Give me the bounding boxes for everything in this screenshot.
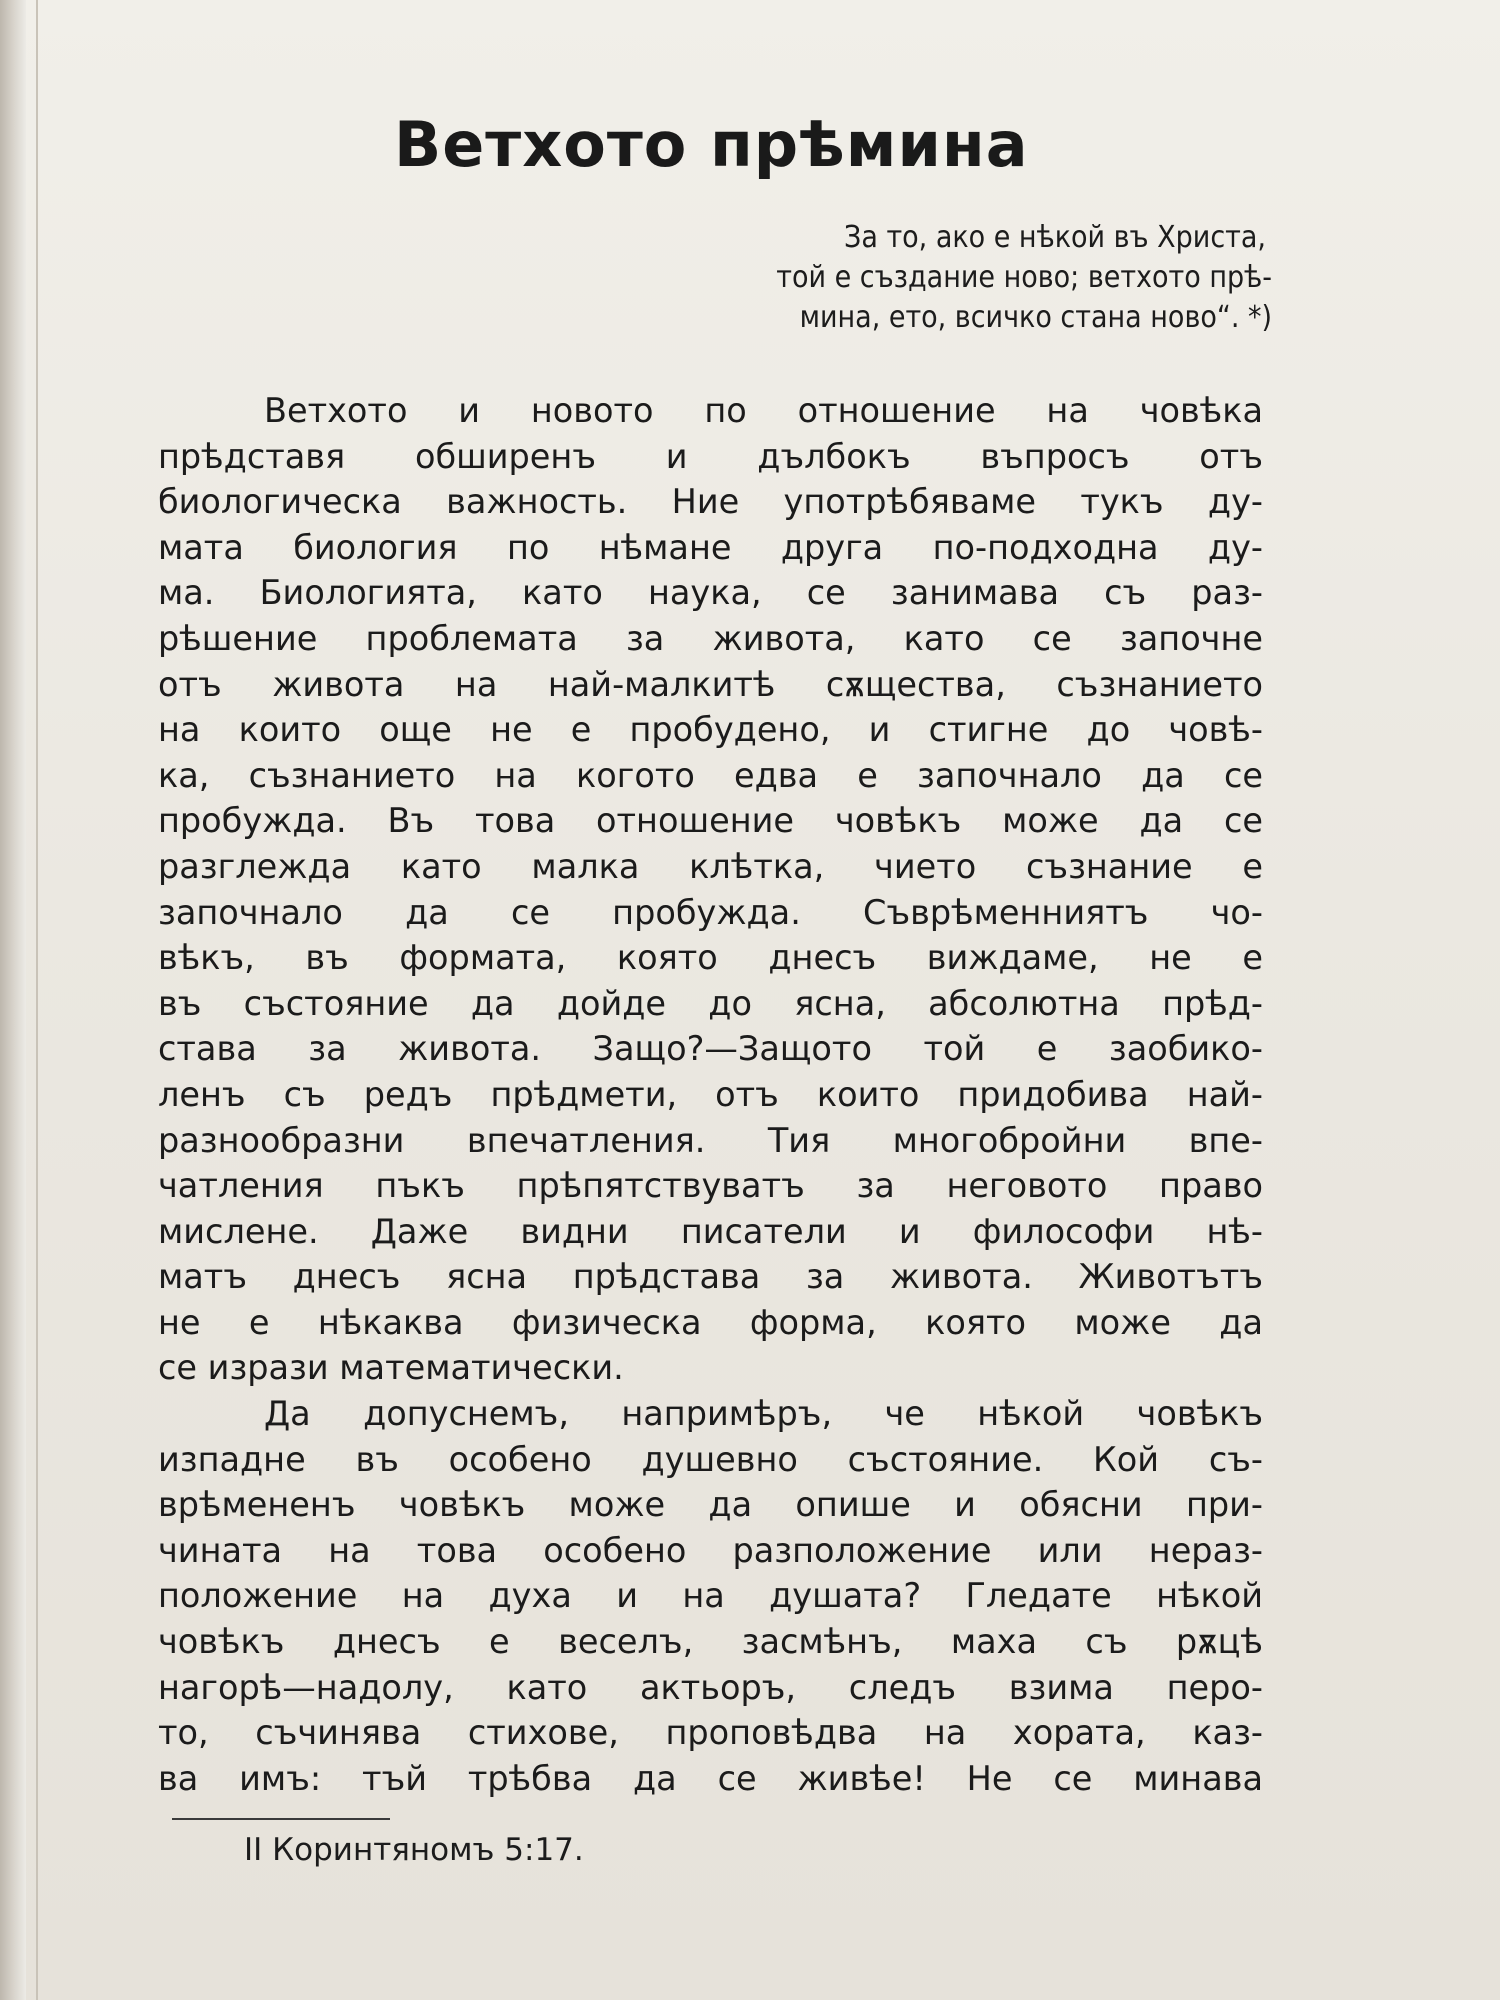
chapter-title: Ветхото прѣмина: [394, 108, 1029, 181]
epigraph-line: той е създание ново; ветхото прѣ-: [776, 260, 1272, 295]
body-line: то, съчинява стихове, проповѣдва на хората, каз-: [158, 1713, 1263, 1753]
body-line: разглежда като малка клѣтка, чието съзнание е: [158, 846, 1263, 886]
body-line: човѣкъ днесъ е веселъ, засмѣнъ, маха съ рѫцѣ: [158, 1622, 1263, 1662]
body-line: пробужда. Въ това отношение човѣкъ може да се: [158, 801, 1263, 841]
epigraph-line: За то, ако е нѣкой въ Христа,: [844, 220, 1266, 255]
body-line: на които още не е пробудено, и стигне до човѣ-: [158, 710, 1263, 750]
body-line: ленъ съ редъ прѣдмети, отъ които придобива най-: [158, 1074, 1263, 1114]
body-line: матъ днесъ ясна прѣдстава за живота. Животътъ: [158, 1257, 1263, 1297]
body-line: започнало да се пробужда. Съврѣменниятъ чо-: [158, 892, 1263, 932]
body-text: [158, 388, 1263, 1801]
body-line: врѣмененъ човѣкъ може да опише и обясни при-: [158, 1485, 1263, 1525]
body-line: изпадне въ особено душевно състояние. Кой съ-: [158, 1439, 1263, 1479]
body-line: мислене. Даже видни писатели и философи нѣ-: [158, 1211, 1263, 1251]
book-spine-shadow: [0, 0, 26, 2000]
page-edge: [36, 0, 38, 2000]
body-line: разнообразни впечатления. Тия многобройни впе-: [158, 1120, 1263, 1160]
body-line: Да допуснемъ, напримѣръ, че нѣкой човѣкъ: [264, 1394, 1263, 1434]
body-line: се изрази математически.: [158, 1348, 624, 1388]
body-line: чатления пъкъ прѣпятствуватъ за неговото право: [158, 1166, 1263, 1206]
body-line: ва имъ: тъй трѣбва да се живѣе! Не се минава: [158, 1758, 1263, 1798]
body-line: отъ живота на най-малкитѣ сѫщества, съзнанието: [158, 664, 1263, 704]
body-line: Ветхото и новото по отношение на човѣка: [264, 391, 1263, 430]
body-line: рѣшение проблемата за живота, като се започне: [158, 618, 1263, 658]
body-line: положение на духа и на душата? Гледате нѣкой: [158, 1576, 1263, 1616]
body-line: нагорѣ—надолу, като актьоръ, следъ взима перо-: [158, 1667, 1263, 1707]
body-line: биологическа важность. Ние употрѣбяваме тукъ ду-: [158, 482, 1263, 522]
body-line: ма. Биологията, като наука, се занимава съ раз-: [158, 573, 1263, 613]
epigraph-line: мина, ето, всичко стана ново“. *): [799, 300, 1272, 335]
epigraph: [600, 218, 1272, 338]
body-line: чината на това особено разположение или нераз-: [158, 1530, 1263, 1570]
body-line: мата биология по нѣмане друга по-подходна ду-: [158, 527, 1263, 567]
body-line: не е нѣкаква физическа форма, която може да: [158, 1302, 1263, 1342]
body-line: става за живота. Защо?—Защото той е заобико-: [158, 1029, 1263, 1069]
body-line: прѣдставя обширенъ и дълбокъ въпросъ отъ: [158, 436, 1263, 476]
footnote: II Коринтяномъ 5:17.: [244, 1832, 584, 1868]
body-line: ка, съзнанието на когото едва е започнало да се: [158, 755, 1263, 795]
body-line: въ състояние да дойде до ясна, абсолютна прѣд-: [158, 983, 1263, 1023]
footnote-rule: [172, 1818, 390, 1820]
body-line: вѣкъ, въ формата, която днесъ виждаме, не е: [158, 938, 1263, 978]
